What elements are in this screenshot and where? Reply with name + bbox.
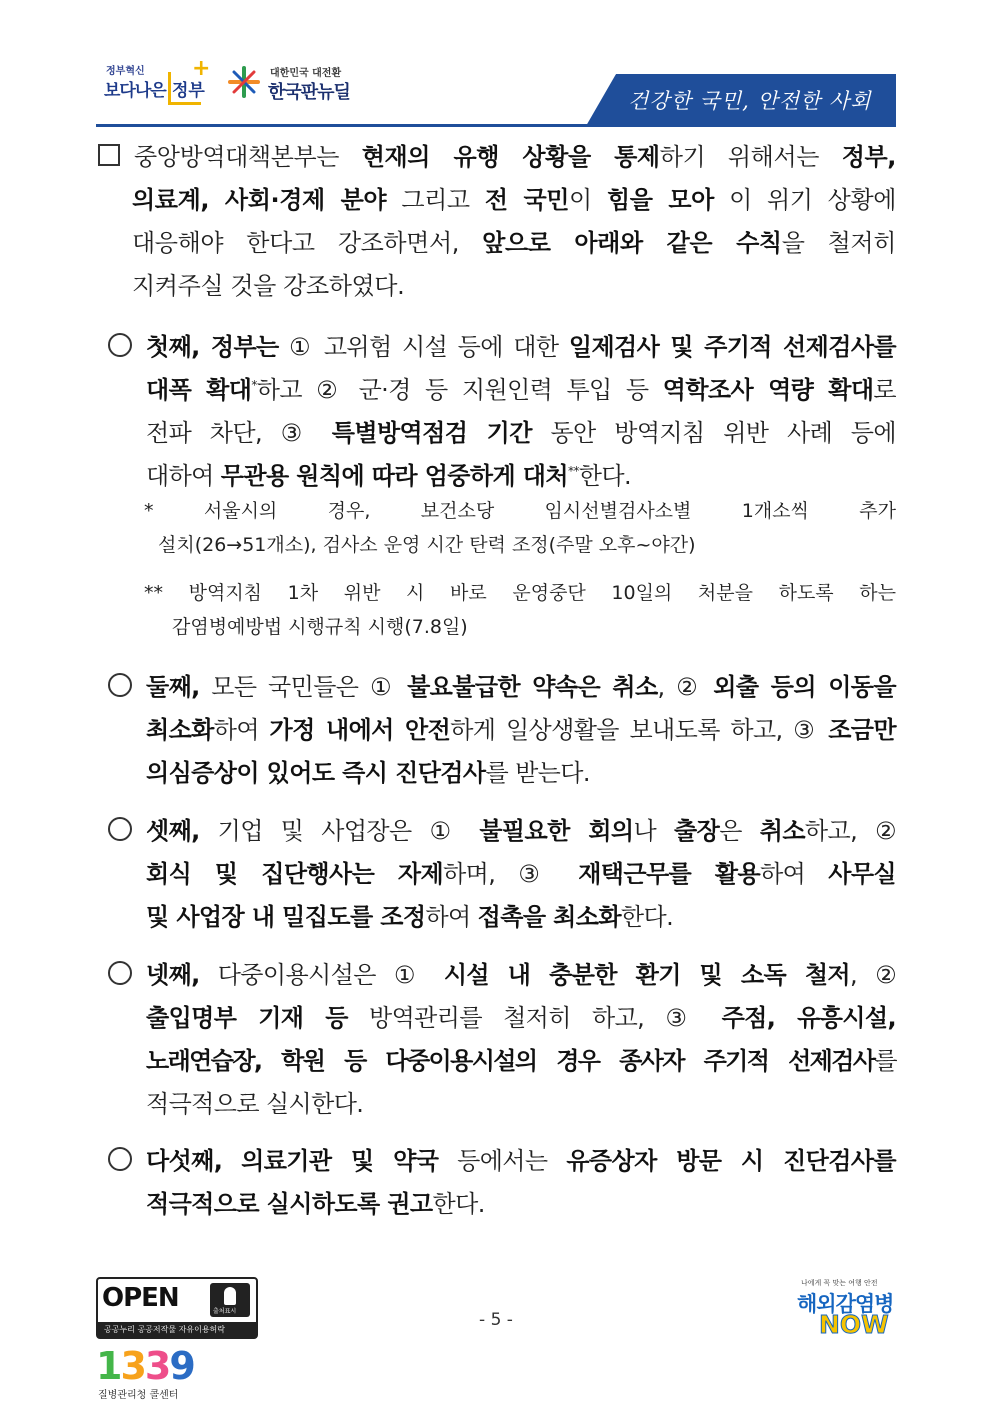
circle-bullet-icon — [108, 954, 132, 997]
circle-bullet-icon — [108, 326, 132, 369]
logo-gov-text: 정부 — [172, 81, 205, 101]
callcenter-caption: 질병관리청 콜센터 — [98, 1390, 179, 1401]
intro-line-1: 중앙방역대책본부는 현재의 유행 상황을 통제하기 위해서는 정부, — [96, 136, 896, 179]
square-bullet-icon — [98, 144, 120, 166]
circle-bullet-icon — [108, 810, 132, 853]
new-deal-title: 한국판뉴딜 — [268, 82, 350, 103]
intro-line-4: 지켜주실 것을 강조하였다. — [132, 272, 405, 300]
intro-paragraph — [96, 136, 896, 308]
item-second-citizens: 둘째, 모든 국민들은 ① 불요불급한 약속은 취소, ② 외출 등의 이동을 최소화하여 가정 내에서 안전하게 일상생활을 보내도록 하고, ③ 조금만 의심증상이 있어도 즉시 진단검사를 받는다. — [146, 673, 896, 787]
logo-title: 보다나은 — [104, 81, 166, 101]
footnote-1: * 서울시의 경우, 보건소당 임시선별검사소별 1개소씩 추가 설치(26→51개소), 검사소 운영 시간 탄력 조정(주말 오후~야간) — [144, 500, 896, 556]
item-fifth-medical: 다섯째, 의료기관 및 약국 등에서는 유증상자 방문 시 진단검사를 적극적으로 실시하도록 권고한다. — [146, 1147, 896, 1218]
circle-bullet-icon — [108, 1140, 132, 1183]
new-deal-subtitle: 대한민국 대전환 — [270, 68, 342, 79]
logo-subtitle: 정부혁신 — [106, 66, 145, 77]
item-third-businesses: 셋째, 기업 및 사업장은 ① 불필요한 회의나 출장은 취소하고, ② 회식 및 집단행사는 자제하며, ③ 재택근무를 활용하여 사무실 및 사업장 내 밀집도를 조정하여 접촉을 최소화한다. — [146, 817, 897, 931]
intro-line-2: 의료계, 사회·경제 분야 그리고 전 국민이 힘을 모아 이 위기 상황에 — [132, 186, 897, 214]
kdca-1339-logo: 1339 질병관리청 콜센터 — [96, 1344, 194, 1401]
government-innovation-logo — [104, 56, 214, 110]
circle-bullet-icon — [108, 666, 132, 709]
plus-icon: + — [192, 56, 211, 81]
korean-new-deal-logo — [228, 62, 368, 110]
item-fourth-facilities: 넷째, 다중이용시설은 ① 시설 내 충분한 환기 및 소독 철저, ② 출입명부 기재 등 방역관리를 철저히 하고, ③ 주점, 유흥시설, 노래연습장, 학원 등 다중이용시설의 경우 종사자 주기적 선제검사를 적극적으로 실시한다. — [146, 961, 896, 1118]
slogan-text: 건강한 국민, 안전한 사회 — [628, 89, 872, 113]
license-strip: 공공누리 공공저작물 자유이용허락 — [98, 1322, 256, 1337]
overseas-infection-now-logo: 나에게 꼭 맞는 여행 안전 해외감염병 NOW — [797, 1279, 894, 1339]
kogl-open-license-badge — [96, 1277, 258, 1339]
slogan-banner — [576, 74, 896, 126]
intro-line-3: 대응해야 한다고 강조하면서, 앞으로 아래와 같은 수칙을 철저히 — [132, 229, 896, 257]
open-label: OPEN — [102, 1283, 179, 1313]
page-number: - 5 - — [479, 1310, 513, 1330]
attribution-icon: 출처표시 — [210, 1283, 250, 1317]
new-deal-star-icon — [228, 66, 260, 98]
footnote-2: ** 방역지침 1차 위반 시 바로 운영중단 10일의 처분을 하도록 하는 감염병예방법 시행규칙 시행(7.8일) — [144, 582, 896, 638]
header-rule — [96, 124, 896, 127]
item-first-government: 첫째, 정부는 ① 고위험 시설 등에 대한 일제검사 및 주기적 선제검사를 대폭 확대*하고 ② 군·경 등 지원인력 투입 등 역학조사 역량 확대로 전파 차단, ③ 특별방역점검 기간 동안 방역지침 위반 사례 등에 대하여 무관용 원칙에 따라 엄중하게 대처**한다. — [146, 333, 897, 490]
